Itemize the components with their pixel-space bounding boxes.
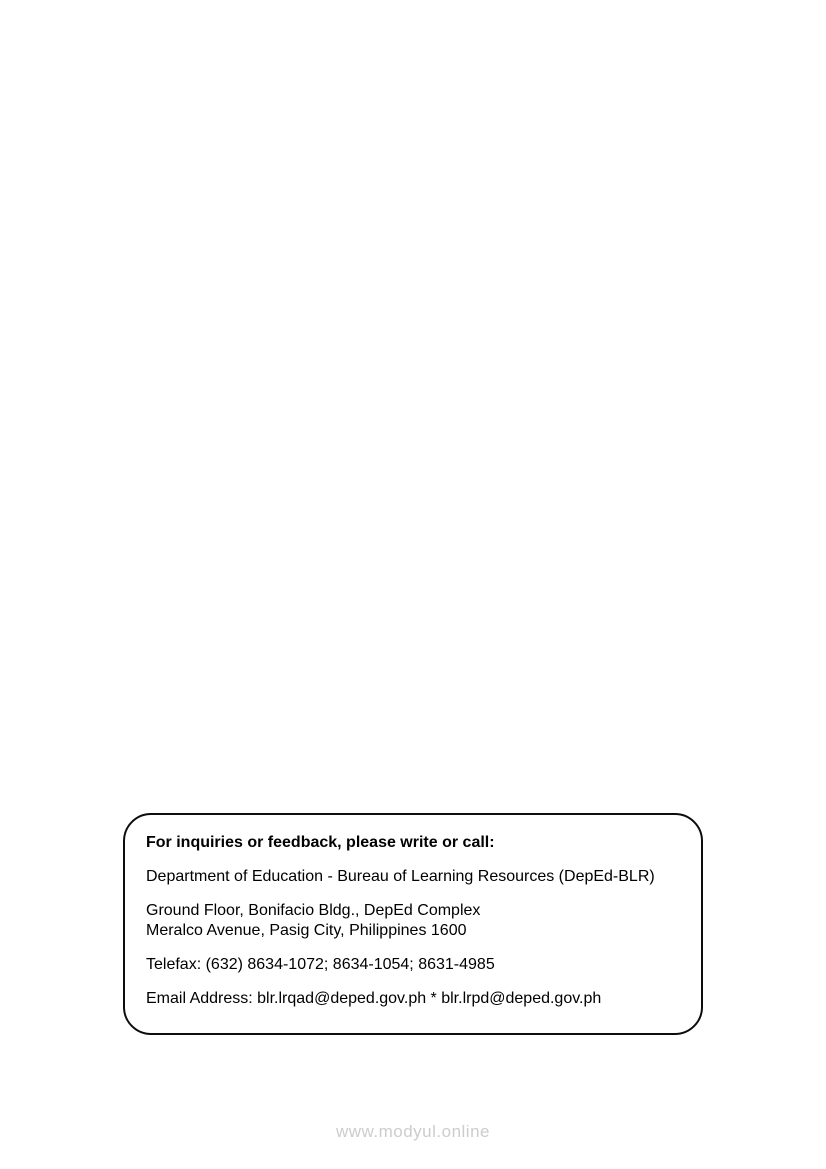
contact-address-block bbox=[146, 901, 681, 941]
contact-email-line: Email Address: blr.lrqad@deped.gov.ph * blr.lrpd@deped.gov.ph bbox=[146, 990, 602, 1007]
contact-info-box bbox=[123, 813, 703, 1035]
site-watermark: www.modyul.online bbox=[335, 1122, 490, 1141]
contact-address-line1: Ground Floor, Bonifacio Bldg., DepEd Complex bbox=[146, 902, 481, 919]
contact-department-line: Department of Education - Bureau of Learning Resources (DepEd-BLR) bbox=[146, 868, 655, 885]
contact-address-line2: Meralco Avenue, Pasig City, Philippines 1600 bbox=[146, 922, 467, 939]
contact-telefax-line: Telefax: (632) 8634-1072; 8634-1054; 8631-4985 bbox=[146, 956, 495, 973]
contact-box-heading: For inquiries or feedback, please write or call: bbox=[146, 834, 495, 851]
